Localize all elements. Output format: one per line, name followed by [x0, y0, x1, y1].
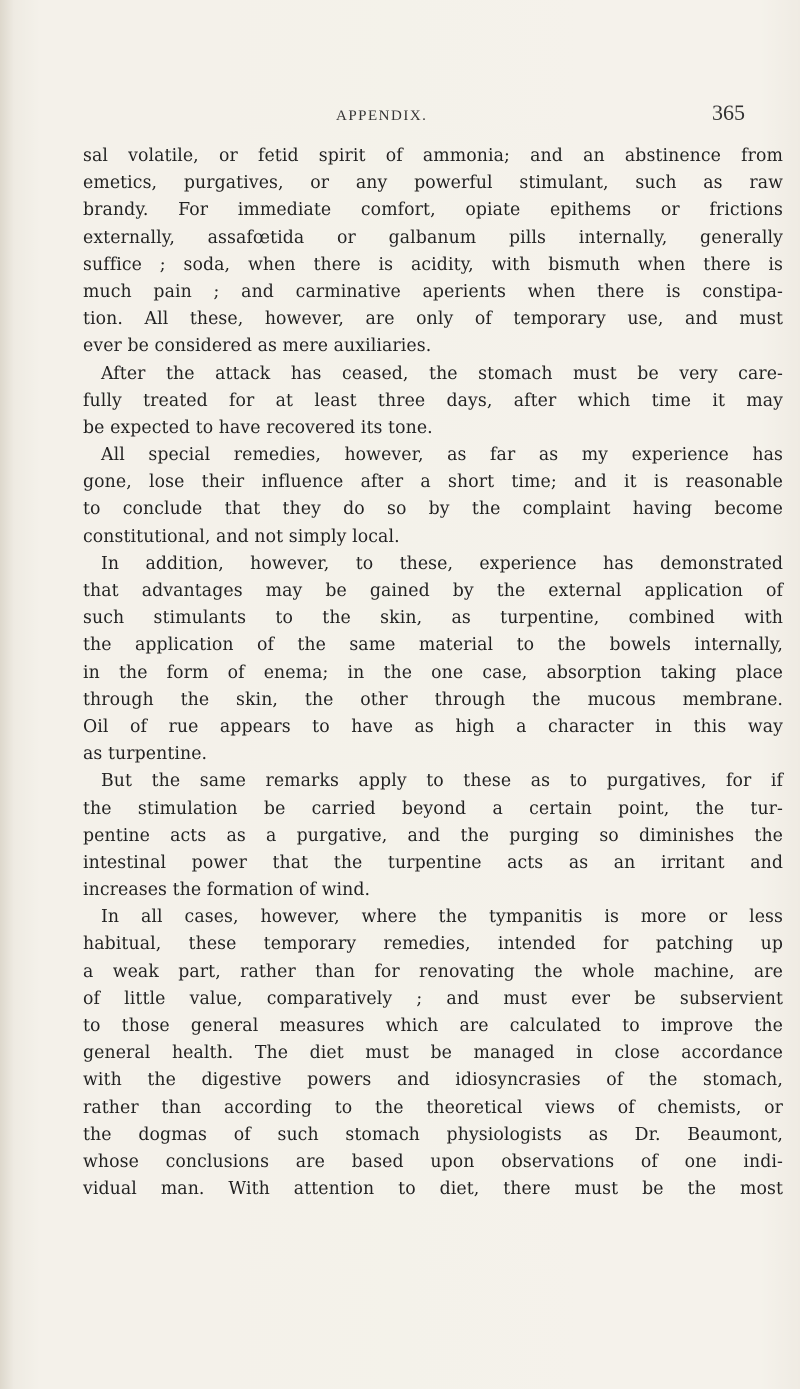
text-line: in the form of enema; in the one case, absorption taking place	[83, 662, 783, 683]
text-line: increases the formation of wind.	[83, 880, 371, 901]
text-line: rather than according to the theoretical views of chemists, or	[83, 1097, 783, 1118]
text-line: Oil of rue appears to have as high a character in this way	[83, 716, 783, 737]
body-text	[83, 143, 783, 1203]
text-line: emetics, purgatives, or any powerful stimulant, such as raw	[83, 173, 783, 194]
text-line: suffice ; soda, when there is acidity, with bismuth when there is	[83, 254, 783, 275]
text-line: gone, lose their influence after a short time; and it is reasonable	[83, 472, 783, 493]
text-line: intestinal power that the turpentine acts as an irritant and	[83, 852, 783, 873]
text-line: vidual man. With attention to diet, there must be the most	[83, 1179, 783, 1200]
text-line: with the digestive powers and idiosyncrasies of the stomach,	[83, 1070, 783, 1091]
text-line: In all cases, however, where the tympanitis is more or less	[101, 907, 783, 928]
text-line: the stimulation be carried beyond a certain point, the tur-	[83, 798, 783, 819]
text-line: pentine acts as a purgative, and the purging so diminishes the	[83, 825, 783, 846]
text-line: But the same remarks apply to these as to purgatives, for if	[101, 771, 783, 792]
text-line: that advantages may be gained by the external application of	[83, 581, 783, 601]
text-line: All special remedies, however, as far as my experience has	[101, 445, 783, 466]
page-header	[0, 96, 800, 136]
text-line: habitual, these temporary remedies, intended for patching up	[83, 934, 783, 955]
text-line: In addition, however, to these, experience has demonstrated	[101, 553, 783, 574]
text-line: much pain ; and carminative aperients when there is constipa-	[83, 281, 783, 302]
page-gutter-shadow	[0, 0, 14, 1389]
text-line: fully treated for at least three days, after which time it may	[83, 390, 783, 411]
page-number: 365	[712, 100, 745, 125]
text-line: After the attack has ceased, the stomach must be very care-	[101, 363, 783, 384]
text-line: ever be considered as mere auxiliaries.	[83, 336, 432, 357]
text-line: the dogmas of such stomach physiologists as Dr. Beaumont,	[83, 1124, 783, 1145]
text-line: to those general measures which are calculated to improve the	[83, 1016, 783, 1036]
text-line: as turpentine.	[83, 744, 208, 765]
text-line: externally, assafœtida or galbanum pills internally, generally	[83, 227, 783, 248]
text-line: to conclude that they do so by the complaint having become	[83, 499, 783, 520]
text-line: whose conclusions are based upon observations of one indi-	[83, 1151, 783, 1172]
text-line: through the skin, the other through the mucous membrane.	[83, 689, 783, 710]
running-head: APPENDIX.	[336, 108, 428, 124]
text-line: a weak part, rather than for renovating the whole machine, are	[83, 961, 783, 982]
text-line: such stimulants to the skin, as turpentine, combined with	[83, 608, 783, 629]
text-line: sal volatile, or fetid spirit of ammonia; and an abstinence from	[83, 146, 783, 166]
text-line: of little value, comparatively ; and must ever be subservient	[83, 988, 783, 1009]
text-line: the application of the same material to the bowels internally,	[83, 635, 783, 656]
text-line: tion. All these, however, are only of temporary use, and must	[83, 309, 783, 330]
text-line: general health. The diet must be managed in close accordance	[83, 1043, 783, 1064]
text-line: constitutional, and not simply local.	[83, 526, 400, 547]
text-line: be expected to have recovered its tone.	[83, 417, 433, 438]
text-line: brandy. For immediate comfort, opiate epithems or frictions	[83, 200, 783, 221]
